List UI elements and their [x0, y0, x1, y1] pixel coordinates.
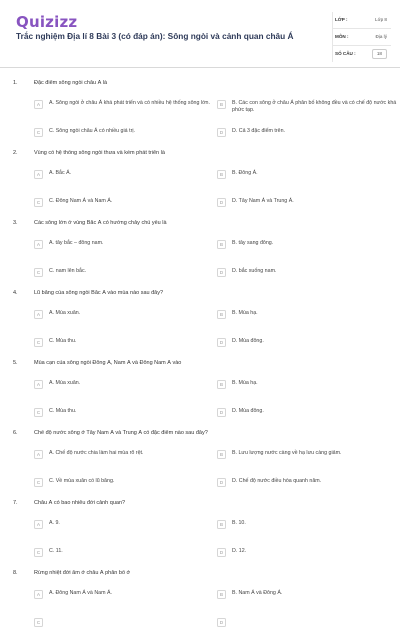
question-number: 2. — [13, 150, 18, 156]
answer-option[interactable] — [34, 237, 214, 255]
option-text: C. Mùa thu. — [49, 408, 77, 414]
option-text: C. Đông Nam Á và Nam Á. — [49, 198, 113, 204]
option-text: A. Bắc Á. — [49, 170, 72, 176]
option-letter-box: D — [217, 268, 226, 277]
option-text: B. Các con sông ở châu Á phân bố không đều và có chế độ nước khá phức tạp. — [232, 100, 397, 113]
option-letter-box: D — [217, 478, 226, 487]
meta-row-subject — [333, 29, 391, 46]
answer-option[interactable] — [34, 167, 214, 185]
option-letter-box: C — [34, 198, 43, 207]
option-text: B. Đông Á. — [232, 170, 258, 176]
option-letter-box: C — [34, 618, 43, 627]
option-text: A. tây bắc – đông nam. — [49, 240, 104, 246]
meta-label: LỚP : — [335, 17, 348, 22]
question-number: 5. — [13, 360, 18, 366]
meta-row-count — [333, 46, 391, 62]
option-text: C. Về mùa xuân có lũ băng. — [49, 478, 115, 484]
option-text: D. Mùa đông. — [232, 338, 264, 344]
option-text: D. bắc xuống nam. — [232, 268, 277, 274]
meta-label: MÔN : — [335, 34, 349, 39]
answer-option[interactable] — [217, 195, 397, 213]
option-text: D. Cả 3 đặc điểm trên. — [232, 128, 285, 134]
option-letter-box: B — [217, 170, 226, 179]
option-text: D. Chế độ nước điều hòa quanh năm. — [232, 478, 322, 484]
option-text: C. 11. — [49, 548, 63, 554]
option-letter-box: A — [34, 100, 43, 109]
option-letter-box: C — [34, 408, 43, 417]
option-letter-box: C — [34, 128, 43, 137]
answer-option[interactable] — [34, 405, 214, 423]
question-text: Mùa cạn của sông ngòi Đông Á, Nam Á và Đông Nam Á vào — [34, 360, 182, 366]
option-text: A. Chế độ nước chia làm hai mùa rõ rệt. — [49, 450, 144, 456]
option-text: A. Mùa xuân. — [49, 310, 81, 316]
question-number: 4. — [13, 290, 18, 296]
option-text: B. Nam Á và Đông Á. — [232, 590, 283, 596]
answer-option[interactable] — [34, 615, 214, 633]
question-text: Các sông lớn ở vùng Bắc Á có hướng chảy chủ yếu là — [34, 220, 167, 226]
meta-row-class — [333, 12, 391, 29]
option-letter-box: D — [217, 128, 226, 137]
meta-value: Lớp 8 — [375, 17, 387, 22]
question-number: 7. — [13, 500, 18, 506]
option-letter-box: D — [217, 408, 226, 417]
option-letter-box: C — [34, 478, 43, 487]
answer-option[interactable] — [34, 307, 214, 325]
worksheet-title: Trắc nghiệm Địa lí 8 Bài 3 (có đáp án): Sông ngòi và cảnh quan châu Á — [16, 31, 294, 41]
option-text: A. Đông Nam Á và Nam Á. — [49, 590, 112, 596]
option-letter-box: C — [34, 548, 43, 557]
question-text: Châu Á có bao nhiêu đới cảnh quan? — [34, 500, 126, 506]
question-text: Chế độ nước sông ở Tây Nam Á và Trung Á có đặc điểm nào sau đây? — [34, 430, 208, 436]
option-text: B. Mùa hạ. — [232, 310, 258, 316]
option-letter-box: B — [217, 380, 226, 389]
answer-option[interactable] — [217, 475, 397, 493]
option-letter-box: A — [34, 590, 43, 599]
question-item — [0, 144, 400, 214]
answer-option[interactable] — [34, 195, 214, 213]
answer-option[interactable] — [34, 587, 214, 605]
question-item — [0, 564, 400, 634]
meta-value: Địa lý — [375, 34, 387, 39]
answer-option[interactable] — [217, 97, 397, 115]
option-letter-box: D — [217, 618, 226, 627]
answer-option[interactable] — [34, 447, 214, 465]
answer-option[interactable] — [217, 545, 397, 563]
option-letter-box: A — [34, 520, 43, 529]
option-text: A. 9. — [49, 520, 60, 526]
option-letter-box: A — [34, 380, 43, 389]
answer-option[interactable] — [34, 517, 214, 535]
answer-option[interactable] — [217, 125, 397, 143]
option-letter-box: A — [34, 170, 43, 179]
option-letter-box: D — [217, 548, 226, 557]
question-number: 8. — [13, 570, 18, 576]
option-text: C. Sông ngòi châu Á có nhiều giá trị. — [49, 128, 135, 134]
answer-option[interactable] — [217, 335, 397, 353]
answer-option[interactable] — [217, 377, 397, 395]
option-letter-box: A — [34, 240, 43, 249]
meta-panel — [332, 12, 391, 62]
answer-option[interactable] — [217, 167, 397, 185]
question-text: Vùng có hệ thống sông ngòi thưa và kém phát triển là — [34, 150, 165, 156]
answer-option[interactable] — [34, 377, 214, 395]
quizizz-logo[interactable]: Quizizz — [16, 13, 78, 31]
question-item — [0, 74, 400, 144]
option-letter-box: D — [217, 198, 226, 207]
option-letter-box: B — [217, 310, 226, 319]
option-letter-box: B — [217, 240, 226, 249]
answer-option[interactable] — [34, 545, 214, 563]
question-item — [0, 284, 400, 354]
option-letter-box: D — [217, 338, 226, 347]
option-letter-box: C — [34, 338, 43, 347]
answer-option[interactable] — [34, 475, 214, 493]
answer-option[interactable] — [217, 587, 397, 605]
answer-option[interactable] — [217, 307, 397, 325]
worksheet-header — [0, 0, 400, 68]
meta-label: SỐ CÂU : — [335, 51, 356, 56]
answer-option[interactable] — [34, 97, 214, 115]
answer-option[interactable] — [34, 265, 214, 283]
option-text: B. 10. — [232, 520, 246, 526]
option-text: B. Mùa hạ. — [232, 380, 258, 386]
answer-option[interactable] — [217, 237, 397, 255]
option-letter-box: C — [34, 268, 43, 277]
option-letter-box: A — [34, 310, 43, 319]
option-letter-box: B — [217, 100, 226, 109]
option-letter-box: A — [34, 450, 43, 459]
question-number: 6. — [13, 430, 18, 436]
option-text: C. Mùa thu. — [49, 338, 77, 344]
answer-option[interactable] — [217, 615, 397, 633]
question-number: 3. — [13, 220, 18, 226]
question-text: Đặc điểm sông ngòi châu Á là — [34, 80, 108, 86]
question-text: Rừng nhiệt đới ẩm ở châu Á phân bố ở — [34, 570, 131, 576]
option-letter-box: B — [217, 590, 226, 599]
answer-option[interactable] — [217, 265, 397, 283]
answer-option[interactable] — [217, 517, 397, 535]
option-text: A. Sông ngòi ở châu Á khá phát triển và có nhiều hệ thống sông lớn. — [49, 100, 210, 106]
question-list — [0, 74, 400, 634]
answer-option[interactable] — [34, 335, 214, 353]
option-letter-box: B — [217, 520, 226, 529]
meta-value: 18 — [372, 49, 387, 59]
question-text: Lũ băng của sông ngòi Bắc Á vào mùa nào sau đây? — [34, 290, 164, 296]
option-text: D. 12. — [232, 548, 247, 554]
question-item — [0, 354, 400, 424]
option-text: C. nam lên bắc. — [49, 268, 87, 274]
option-text: D. Mùa đông. — [232, 408, 264, 414]
question-item — [0, 214, 400, 284]
answer-option[interactable] — [34, 125, 214, 143]
answer-option[interactable] — [217, 405, 397, 423]
option-text: B. tây sang đông. — [232, 240, 274, 246]
option-text: B. Lưu lượng nước càng về hạ lưu càng giảm. — [232, 450, 342, 456]
question-number: 1. — [13, 80, 18, 86]
option-letter-box: B — [217, 450, 226, 459]
question-item — [0, 424, 400, 494]
answer-option[interactable] — [217, 447, 397, 465]
option-text: A. Mùa xuân. — [49, 380, 81, 386]
question-item — [0, 494, 400, 564]
option-text: D. Tây Nam Á và Trung Á. — [232, 198, 294, 204]
